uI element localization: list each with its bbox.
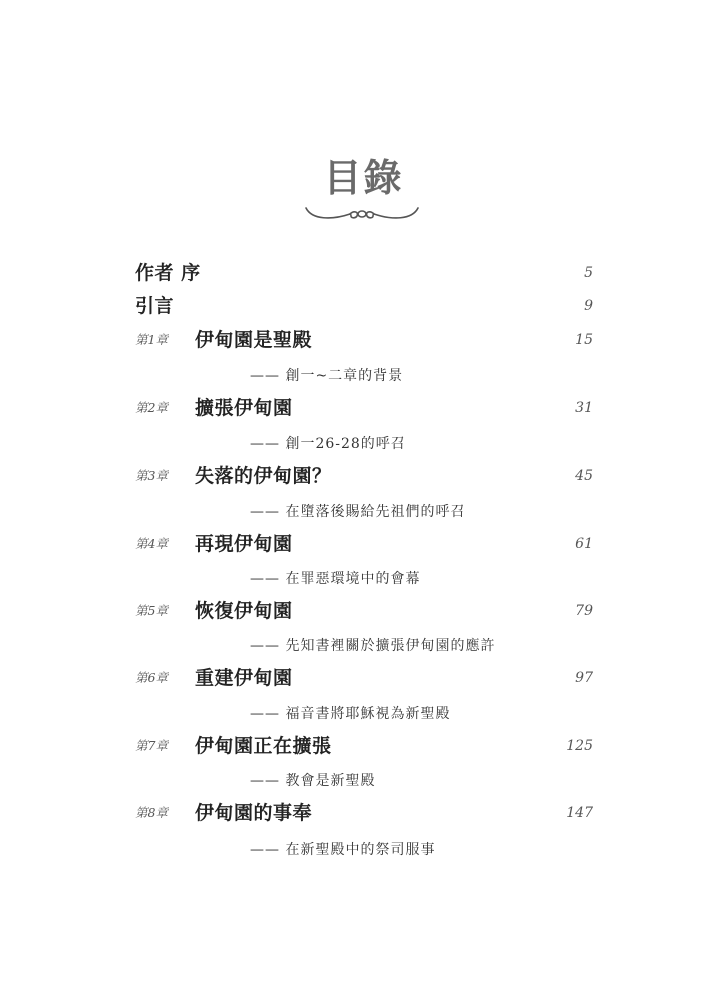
chapter-label: 第6章 xyxy=(135,670,168,685)
entry-page-number: 9 xyxy=(584,298,593,314)
chapter-label: 第8章 xyxy=(135,805,168,820)
chapter-label: 第2章 xyxy=(135,400,168,415)
entry-heading: 引言 xyxy=(135,295,175,317)
page-title: 目錄 xyxy=(323,155,404,200)
chapter-label: 第5章 xyxy=(135,603,168,618)
toc-entry-chapter-3[interactable] xyxy=(135,461,593,491)
chapter-heading: 擴張伊甸園 xyxy=(195,397,293,419)
toc-entry-chapter-8[interactable] xyxy=(135,798,593,828)
entry-page-number: 61 xyxy=(575,536,593,552)
chapter-subtitle: —— 在墮落後賜給先祖們的呼召 xyxy=(250,504,466,520)
chapter-heading: 失落的伊甸園？ xyxy=(195,465,332,487)
toc-entry-chapter-7[interactable] xyxy=(135,731,593,761)
entry-page-number: 79 xyxy=(575,603,593,619)
toc-entry-preface[interactable] xyxy=(135,258,593,288)
chapter-subtitle: —— 在新聖殿中的祭司服事 xyxy=(250,842,436,858)
toc-entry-intro[interactable] xyxy=(135,291,593,321)
chapter-heading: 伊甸園的事奉 xyxy=(195,802,313,824)
chapter-heading: 伊甸園是聖殿 xyxy=(195,329,313,351)
toc-entry-chapter-4[interactable] xyxy=(135,529,593,559)
chapter-subtitle: —— 在罪惡環境中的會幕 xyxy=(250,571,421,587)
entry-page-number: 15 xyxy=(575,332,593,348)
chapter-subtitle: —— 教會是新聖殿 xyxy=(250,773,376,789)
chapter-subtitle: —— 創一26-28的呼召 xyxy=(250,436,406,452)
chapter-label: 第3章 xyxy=(135,468,168,483)
chapter-subtitle: —— 先知書裡關於擴張伊甸園的應許 xyxy=(250,638,496,654)
toc-entry-chapter-6[interactable] xyxy=(135,663,593,693)
chapter-heading: 恢復伊甸園 xyxy=(195,600,293,622)
entry-page-number: 5 xyxy=(584,265,593,281)
chapter-label: 第7章 xyxy=(135,738,168,753)
chapter-subtitle: —— 創一~二章的背景 xyxy=(250,368,404,384)
chapter-label: 第4章 xyxy=(135,536,168,551)
chapter-subtitle: —— 福音書將耶穌視為新聖殿 xyxy=(250,706,451,722)
entry-heading: 作者 序 xyxy=(135,262,201,284)
entry-page-number: 125 xyxy=(566,738,593,754)
chapter-heading: 重建伊甸園 xyxy=(195,667,293,689)
entry-page-number: 147 xyxy=(566,805,593,821)
entry-page-number: 97 xyxy=(575,670,593,686)
toc-entry-chapter-5[interactable] xyxy=(135,596,593,626)
toc-entry-chapter-2[interactable] xyxy=(135,393,593,423)
chapter-label: 第1章 xyxy=(135,332,168,347)
toc-entry-chapter-1[interactable] xyxy=(135,325,593,355)
entry-page-number: 31 xyxy=(575,400,593,416)
entry-page-number: 45 xyxy=(575,468,593,484)
chapter-heading: 伊甸園正在擴張 xyxy=(195,735,332,757)
chapter-heading: 再現伊甸園 xyxy=(195,533,293,555)
